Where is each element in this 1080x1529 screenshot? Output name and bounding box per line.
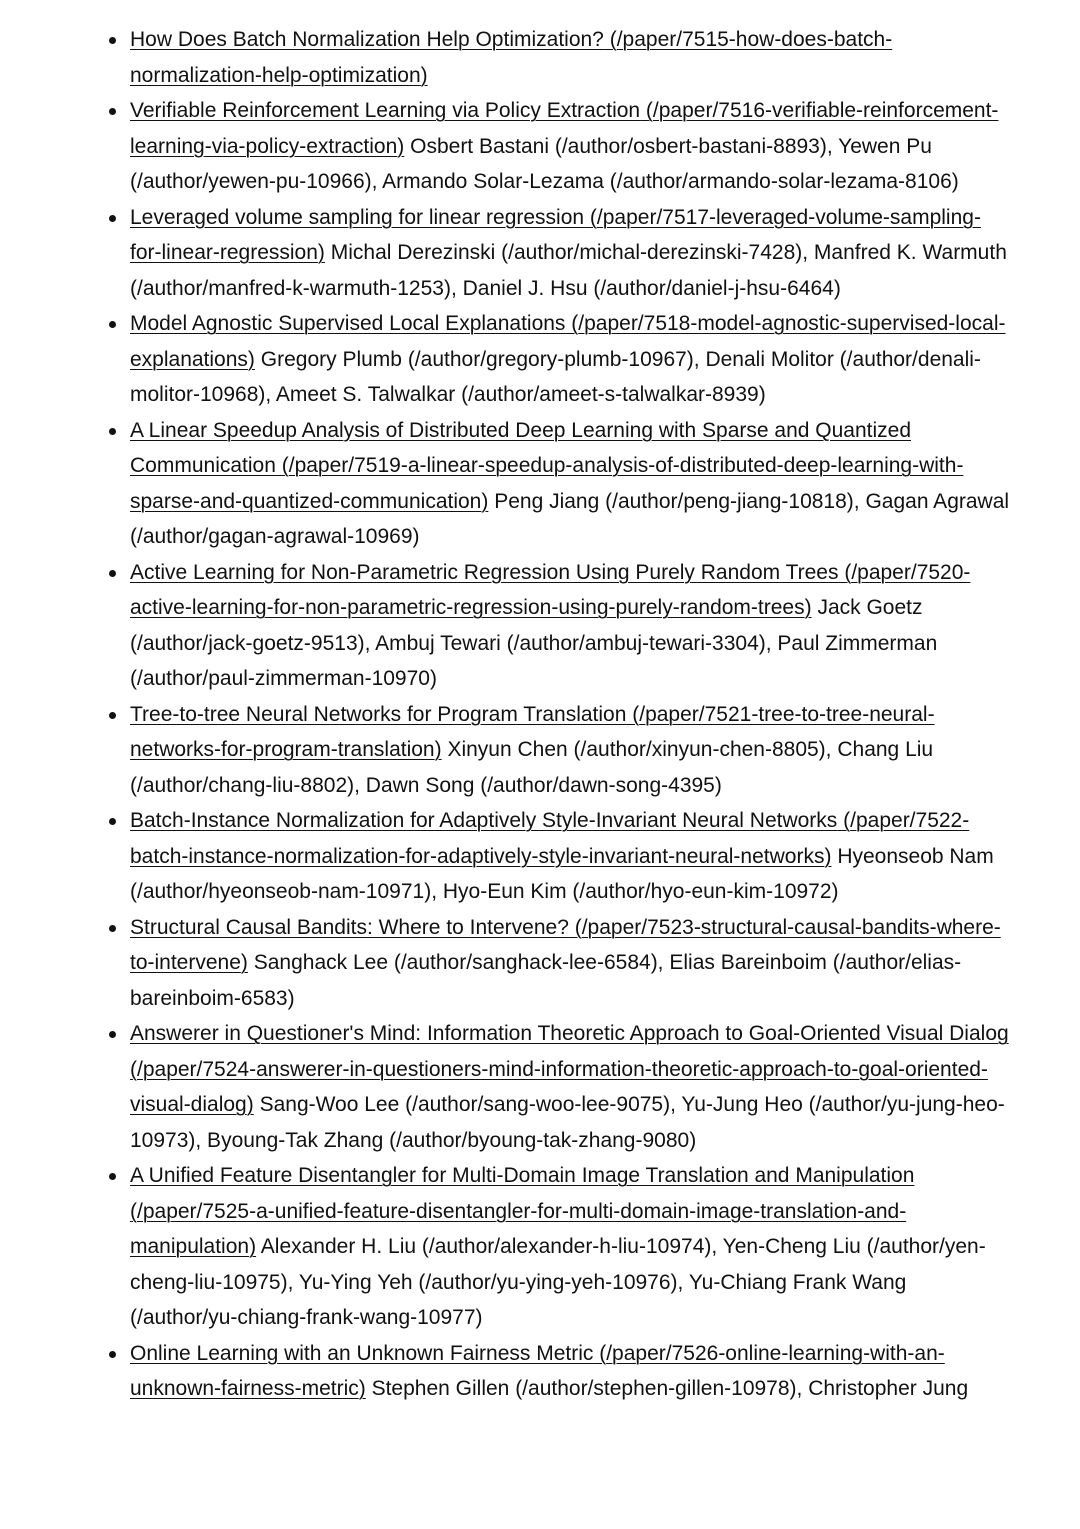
paper-path: /paper/7522-batch-instance-normalization-for-adaptively-style-invariant-neural-networks (130, 809, 970, 868)
paper-path: /paper/7525-a-unified-feature-disentangler-for-multi-domain-image-translation-and-manipulation (130, 1199, 907, 1258)
author-list: Sang-Woo Lee (/author/sang-woo-lee-9075), Yu-Jung Heo (/author/yu-jung-heo-10973), Byoung-Tak Zhang (/author/byoung-tak-zhang-9080) (130, 1093, 1005, 1152)
paper-path: /paper/7518-model-agnostic-supervised-local-explanations (130, 312, 1006, 371)
list-item (0, 697, 1080, 804)
bullet-icon (109, 1351, 116, 1358)
paper-list (0, 22, 1080, 1407)
bullet-icon (109, 321, 116, 328)
paper-title: A Unified Feature Disentangler for Multi-Domain Image Translation and Manipulation (130, 1164, 915, 1187)
paper-path: /paper/7519-a-linear-speedup-analysis-of-distributed-deep-learning-with-sparse-and-quantized-communication (130, 454, 964, 513)
paper-link[interactable]: Structural Causal Bandits: Where to Intervene? (/paper/7523-structural-causal-bandits-where-to-intervene) (130, 915, 1001, 974)
paper-link[interactable]: Answerer in Questioner's Mind: Information Theoretic Approach to Goal-Oriented Visual Dialog (/paper/7524-answerer-in-questioners-mind-information-theoretic-approach-to-goal-oriented-visual-dialog) (130, 1022, 1009, 1116)
paper-link[interactable]: Verifiable Reinforcement Learning via Policy Extraction (/paper/7516-verifiable-reinforcement-learning-via-policy-extraction) (130, 99, 999, 158)
paper-link[interactable]: A Linear Speedup Analysis of Distributed Deep Learning with Sparse and Quantized Communication (/paper/7519-a-linear-speedup-analysis-of-distributed-deep-learning-with-sparse-and-quantized-communication) (130, 418, 964, 513)
author-list: Xinyun Chen (/author/xinyun-chen-8805), Chang Liu (/author/chang-liu-8802), Dawn Song (/author/dawn-song-4395) (130, 738, 934, 797)
paper-title: Online Learning with an Unknown Fairness Metric (130, 1341, 594, 1365)
bullet-icon (109, 428, 116, 435)
list-item (0, 93, 1080, 200)
author-list: Michal Derezinski (/author/michal-derezinski-7428), Manfred K. Warmuth (/author/manfred-k-warmuth-1253), Daniel J. Hsu (/author/daniel-j-hsu-6464) (130, 241, 1007, 300)
paper-path: /paper/7524-answerer-in-questioners-mind-information-theoretic-approach-to-goal-oriented-visual-dialog (130, 1057, 988, 1116)
author-list: Stephen Gillen (/author/stephen-gillen-10978), Christopher Jung (371, 1377, 969, 1400)
paper-link[interactable]: Tree-to-tree Neural Networks for Program Translation (/paper/7521-tree-to-tree-neural-networks-for-program-translation) (130, 702, 935, 761)
paper-path: /paper/7526-online-learning-with-an-unknown-fairness-metric (130, 1341, 945, 1400)
list-item (0, 803, 1080, 910)
paper-title: Batch-Instance Normalization for Adaptively Style-Invariant Neural Networks (130, 809, 838, 832)
list-item (0, 22, 1080, 93)
paper-title: Tree-to-tree Neural Networks for Program Translation (130, 702, 627, 726)
paper-title: Verifiable Reinforcement Learning via Policy Extraction (130, 99, 641, 122)
paper-title: Structural Causal Bandits: Where to Intervene? (130, 915, 569, 939)
author-list: Jack Goetz (/author/jack-goetz-9513), Ambuj Tewari (/author/ambuj-tewari-3304), Paul Zimmerman (/author/paul-zimmerman-10970) (130, 596, 938, 690)
author-list: Hyeonseob Nam (/author/hyeonseob-nam-10971), Hyo-Eun Kim (/author/hyo-eun-kim-10972) (130, 844, 994, 903)
bullet-icon (109, 215, 116, 222)
paper-title: Answerer in Questioner's Mind: Information Theoretic Approach to Goal-Oriented Visual Dialog (130, 1022, 1009, 1045)
bullet-icon (109, 818, 116, 825)
paper-title: How Does Batch Normalization Help Optimization? (130, 28, 604, 51)
paper-path: /paper/7521-tree-to-tree-neural-networks-for-program-translation (130, 702, 935, 761)
author-list: Sanghack Lee (/author/sanghack-lee-6584), Elias Bareinboim (/author/elias-bareinboim-6583) (130, 951, 962, 1010)
paper-path: /paper/7516-verifiable-reinforcement-learning-via-policy-extraction (130, 99, 999, 158)
paper-link[interactable]: Online Learning with an Unknown Fairness Metric (/paper/7526-online-learning-with-an-unknown-fairness-metric) (130, 1341, 945, 1400)
paper-link[interactable]: Model Agnostic Supervised Local Explanations (/paper/7518-model-agnostic-supervised-local-explanations) (130, 312, 1006, 371)
paper-path: /paper/7523-structural-causal-bandits-where-to-intervene (130, 915, 1001, 974)
paper-title: Model Agnostic Supervised Local Explanations (130, 312, 566, 335)
author-list: Alexander H. Liu (/author/alexander-h-liu-10974), Yen-Cheng Liu (/author/yen-cheng-liu-10975), Yu-Ying Yeh (/author/yu-ying-yeh-10976), Yu-Chiang Frank Wang (/author/yu-chiang-frank-wang-10977) (130, 1235, 986, 1329)
paper-link[interactable]: How Does Batch Normalization Help Optimization? (/paper/7515-how-does-batch-normalization-help-optimization) (130, 28, 893, 87)
author-list: Peng Jiang (/author/peng-jiang-10818), Gagan Agrawal (/author/gagan-agrawal-10969) (130, 489, 1010, 548)
list-item (0, 1016, 1080, 1158)
bullet-icon (109, 570, 116, 577)
author-list: Gregory Plumb (/author/gregory-plumb-10967), Denali Molitor (/author/denali-molitor-10968), Ameet S. Talwalkar (/author/ameet-s-talwalkar-8939) (130, 347, 981, 406)
paper-link[interactable]: Batch-Instance Normalization for Adaptively Style-Invariant Neural Networks (/paper/7522-batch-instance-normalization-for-adaptively-style-invariant-neural-networks) (130, 809, 970, 868)
bullet-icon (109, 37, 116, 44)
paper-link[interactable]: Leveraged volume sampling for linear regression (/paper/7517-leveraged-volume-sampling-for-linear-regression) (130, 205, 981, 264)
bullet-icon (109, 712, 116, 719)
paper-path: /paper/7520-active-learning-for-non-parametric-regression-using-purely-random-trees (130, 560, 971, 619)
paper-path: /paper/7515-how-does-batch-normalization-help-optimization (130, 28, 893, 87)
bullet-icon (109, 108, 116, 115)
bullet-icon (109, 1173, 116, 1180)
list-item (0, 413, 1080, 555)
author-list: Osbert Bastani (/author/osbert-bastani-8893), Yewen Pu (/author/yewen-pu-10966), Armando Solar-Lezama (/author/armando-solar-lezama-8106) (130, 134, 959, 193)
list-item (0, 200, 1080, 307)
list-item (0, 1158, 1080, 1336)
paper-path: /paper/7517-leveraged-volume-sampling-for-linear-regression (130, 205, 981, 264)
bullet-icon (109, 1031, 116, 1038)
list-item (0, 910, 1080, 1017)
list-item (0, 306, 1080, 413)
paper-title: Active Learning for Non-Parametric Regression Using Purely Random Trees (130, 560, 839, 584)
list-item (0, 1336, 1080, 1407)
paper-link[interactable]: A Unified Feature Disentangler for Multi-Domain Image Translation and Manipulation (/paper/7525-a-unified-feature-disentangler-for-multi-domain-image-translation-and-manipulation) (130, 1164, 915, 1258)
paper-title: A Linear Speedup Analysis of Distributed Deep Learning with Sparse and Quantized Communication (130, 418, 911, 477)
paper-title: Leveraged volume sampling for linear regression (130, 205, 585, 229)
paper-link[interactable]: Active Learning for Non-Parametric Regression Using Purely Random Trees (/paper/7520-active-learning-for-non-parametric-regression-using-purely-random-trees) (130, 560, 971, 619)
list-item (0, 555, 1080, 697)
document-page (0, 22, 1080, 1407)
bullet-icon (109, 925, 116, 932)
